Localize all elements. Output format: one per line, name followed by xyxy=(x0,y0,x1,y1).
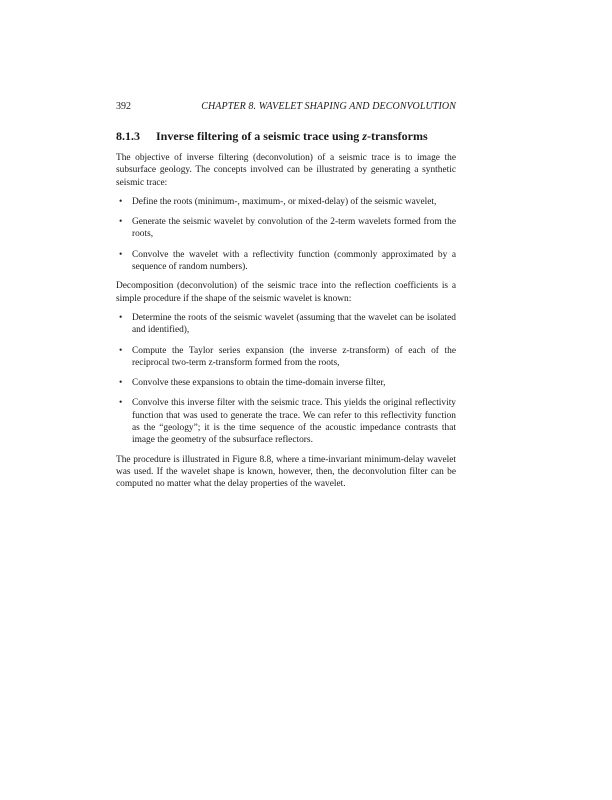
list-item xyxy=(116,196,456,208)
list-item xyxy=(116,216,456,241)
list-item-text: Determine the roots of the seismic wavelet (assuming that the wavelet can be isolated and identified), xyxy=(132,312,456,336)
bullet-icon: • xyxy=(119,249,123,260)
list-item xyxy=(116,249,456,274)
chapter-title: CHAPTER 8. WAVELET SHAPING AND DECONVOLUTION xyxy=(201,101,456,112)
section-title xyxy=(156,129,428,143)
list-item xyxy=(116,312,456,337)
bullet-icon: • xyxy=(119,345,123,356)
intro-paragraph: The objective of inverse filtering (deconvolution) of a seismic trace is to image the subsurface geology. The concepts involved can be illustrated by generating a synthetic seismic trace: xyxy=(116,153,456,188)
list-item-text: Convolve these expansions to obtain the time-domain inverse filter, xyxy=(132,378,386,389)
list-item-text: Convolve the wavelet with a reflectivity function (commonly approximated by a sequence of random numbers). xyxy=(132,249,456,273)
synthetic-trace-steps-list xyxy=(116,196,456,273)
section-title-z: z xyxy=(362,129,367,143)
list-item xyxy=(116,397,456,446)
list-item-text: Convolve this inverse filter with the seismic trace. This yields the original reflectivity function that was used to generate the trace. We can refer to this reflectivity function as the “geology”; it is the time sequence of the acoustic impedance contrasts that image the geometry of the subsurface reflectors. xyxy=(132,398,456,446)
bullet-icon: • xyxy=(119,312,123,323)
bullet-icon: • xyxy=(119,196,123,207)
running-header xyxy=(116,101,456,113)
section-title-prefix: Inverse filtering of a seismic trace using xyxy=(156,129,363,143)
bullet-icon: • xyxy=(119,217,123,228)
final-paragraph: The procedure is illustrated in Figure 8.8, where a time-invariant minimum-delay wavelet was used. If the wavelet shape is known, however, then, the deconvolution filter can be computed no matter what the delay properties of the wavelet. xyxy=(116,454,456,490)
page-number: 392 xyxy=(116,101,131,112)
decomposition-paragraph: Decomposition (deconvolution) of the seismic trace into the reflection coefficients is a simple procedure if the shape of the seismic wavelet is known: xyxy=(116,281,456,304)
list-item-text: Define the roots (minimum-, maximum-, or mixed-delay) of the seismic wavelet, xyxy=(132,196,437,207)
bullet-icon: • xyxy=(119,398,123,409)
list-item xyxy=(116,345,456,370)
deconvolution-steps-list xyxy=(116,312,456,447)
list-item xyxy=(116,377,456,389)
section-heading xyxy=(116,129,456,143)
section-number: 8.1.3 xyxy=(116,129,140,143)
bullet-icon: • xyxy=(119,378,123,389)
section-title-suffix: -transforms xyxy=(366,129,428,143)
list-item-text: Generate the seismic wavelet by convolution of the 2-term wavelets formed from the roots, xyxy=(132,217,456,240)
list-item-text: Compute the Taylor series expansion (the inverse z-transform) of each of the reciprocal two-term z-transform formed from the roots, xyxy=(132,345,456,368)
document-page xyxy=(116,101,456,491)
